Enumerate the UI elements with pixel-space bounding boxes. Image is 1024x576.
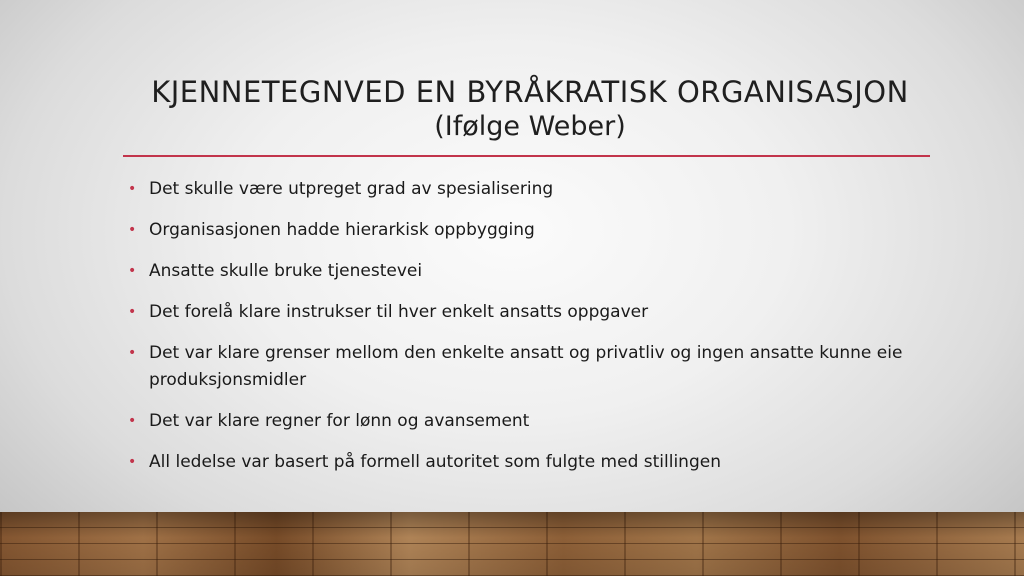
bullet-text: Det forelå klare instrukser til hver enkelt ansatts oppgaver xyxy=(149,302,649,322)
bullet-dot-icon: • xyxy=(128,454,137,470)
bullet-dot-icon: • xyxy=(128,345,137,361)
bullet-item xyxy=(128,340,918,394)
bullet-text: Det var klare regner for lønn og avansement xyxy=(149,411,530,431)
bullet-dot-icon: • xyxy=(128,413,137,429)
bullet-item xyxy=(128,176,918,203)
bullet-dot-icon: • xyxy=(128,263,137,279)
title-subtitle: (Ifølge Weber) xyxy=(434,111,626,142)
bullet-item xyxy=(128,408,918,435)
bullet-item xyxy=(128,258,918,285)
bullet-item xyxy=(128,299,918,326)
bullet-item xyxy=(128,217,918,244)
bullet-dot-icon: • xyxy=(128,304,137,320)
bullet-item xyxy=(128,449,918,476)
bullet-dot-icon: • xyxy=(128,222,137,238)
bullet-list xyxy=(128,176,918,490)
bullet-text: Ansatte skulle bruke tjenestevei xyxy=(149,261,423,281)
title-divider xyxy=(123,155,930,157)
slide-title xyxy=(120,74,940,144)
bullet-text: Det skulle være utpreget grad av spesialisering xyxy=(149,179,554,199)
floor-shadow xyxy=(0,512,1024,576)
bullet-text: Det var klare grenser mellom den enkelte ansatt og privatliv og ingen ansatte kunne eie produksjonsmidler xyxy=(149,343,903,390)
bullet-text: Organisasjonen hadde hierarkisk oppbygging xyxy=(149,220,535,240)
bullet-text: All ledelse var basert på formell autoritet som fulgte med stillingen xyxy=(149,452,721,472)
title-main: KJENNETEGNVED EN BYRÅKRATISK ORGANISASJON xyxy=(151,75,909,109)
bullet-dot-icon: • xyxy=(128,181,137,197)
